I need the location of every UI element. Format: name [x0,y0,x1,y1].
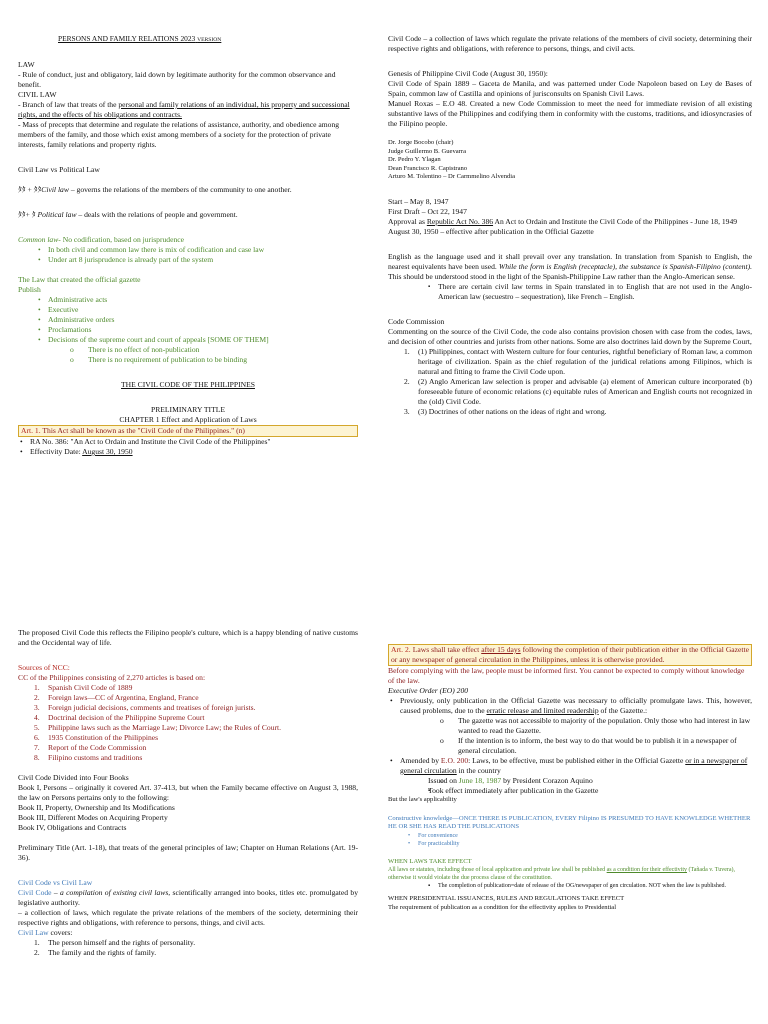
civil-law-heading: CIVIL LAW [18,90,57,99]
list-item: o There is no effect of non-publication [18,345,358,355]
bottom-left-column [18,628,358,958]
commission-members [388,139,752,182]
civil-law-def-2: - Mass of precepts that determine and regulate the relations of assistance, authority, and obedience among members of the family, and those which exist among members of a society for the protection of private interests, family relations and property rights. [18,120,340,149]
list-item: • Under art 8 jurisprudence is already part of the system [18,255,358,265]
english-language-text: English as the language used and it shall prevail over any translation. In translation from Spanish to English, the nearest equivalents have been used. While the form is English (receptacle), the substance is Spanish-Filipino (content). This should be understood stood in the light of the Spanish-Philippine Law rather than the Anglo-American sense. [388,251,752,281]
list-item: 3. Foreign judicial decisions, comments and treatises of foreign jurists. [34,703,256,712]
preliminary-title: PRELIMINARY TITLE [150,405,226,414]
requirement-text: The requirement of publication as a condition for the effectivity applies to Presidential [388,903,617,911]
approval-line: Approval as Republic Act No. 386 An Act to Ordain and Institute the Civil Code of the Philippines - June 18, 1949 [388,216,738,226]
publish-label: Publish [18,285,41,294]
book-item: Book IV, Obligations and Contracts [18,823,127,832]
effective-line: August 30, 1950 – effective after publication in the Official Gazette [388,226,594,236]
list-item: 4. Doctrinal decision of the Philippine Supreme Court [34,713,205,722]
top-left-column [18,34,358,457]
civil-code-vs-civil-law-heading: Civil Code vs Civil Law [18,878,93,887]
list-item: ▪ There are certain civil law terms in Spain translated in to English that are not used in the Anglo-American law (secuestro – sequestration), like French – English. [388,282,752,302]
civil-code-definition: Civil Code – a collection of laws which regulate the private relations of the members of civil society, determining their respective rights and obligations, with reference to persons, things, and civil acts. [388,34,752,53]
list-item: • Decisions of the supreme court and court of appeals [SOME OF THEM] [18,335,358,345]
list-item: Dr. Pedro Y. Ylagan [388,156,441,163]
genesis-text: Civil Code of Spain 1889 – Gaceta de Manila, and was patterned under Code Napoleon based on Ley de Bases of Spain, common law of Castilla and opinions of jurisconsults on Spanish Civil Laws. [388,79,752,98]
civil-law-def-1: - Branch of law that treats of the personal and family relations of an individual, his property and successional rights, and the effects of his obligations and contracts. [18,100,350,119]
list-item: 6. 1935 Constitution of the Philippines [34,733,159,742]
civil-code-def-2: – a collection of laws, which regulate the private relations of the members of the society, determining their respective rights and obligations, with reference to persons, things, and civil acts. [18,908,358,927]
list-item: • RA No. 386: "An Act to Ordain and Institute the Civil Code of the Philippines" [18,437,358,447]
list-item: o The gazette was not accessible to majority of the population. Only those who had interest in law wanted to read the Gazette. [388,716,752,736]
list-item: 3. (3) Doctrines of other nations on the ideas of right and wrong. [404,406,607,416]
document-title: PERSONS AND FAMILY RELATIONS 2023 VERSION [58,34,222,43]
list-item: 1. Spanish Civil Code of 1889 [34,683,133,692]
applicability-text: But the law's applicability [388,796,457,803]
covers-list [18,938,358,958]
list-item: 2. The family and the rights of family. [34,948,157,957]
list-item: • For convenience [388,832,752,840]
preliminary-title-text: Preliminary Title (Art. 1-18), that treats of the general principles of law; Chapter on Human Relations (Art. 19- 36). [18,843,358,862]
list-item: • Executive [18,305,358,315]
chapter-title: CHAPTER 1 Effect and Application of Laws [119,415,257,424]
civil-law-line: ﾀﾀ + ﾀﾀCivil law – governs the relations of the members of the community to one another. [18,185,292,194]
list-item: • In both civil and common law there is mix of codification and case law [18,245,358,255]
completion-list [388,882,752,890]
list-item: o If the intention is to inform, the best way to do that would be to publish it in a newspaper of general circulation. [388,736,752,756]
book-1-text: Book I, Persons – originally it covered Art. 37-413, but when the Family became effective on August 3, 1988, the law on Persons pertains only to the following: [18,783,358,802]
list-item: • For practicability [388,840,752,848]
list-item: ▪ Took effect immediately after publication in the Gazette [388,786,752,796]
list-item: • Proclamations [18,325,358,335]
list-item: Dr. Jorge Bocobo (chair) [388,139,454,146]
list-item: • Previously, only publication in the Official Gazette was necessary to officially promulgate laws. This, however, caused problems, due to the erratic release and limited readership of the Gazette.: [388,696,752,716]
list-item: 7. Report of the Code Commission [34,743,147,752]
publish-list [18,295,358,365]
eo200-list [388,696,752,796]
proposed-civil-code-text: The proposed Civil Code this reflects the Filipino people's culture, which is a happy blending of native customs and the Occidental way of life. [18,628,358,647]
genesis-heading: Genesis of Philippine Civil Code (August 30, 1950): [388,69,548,78]
common-law-list [18,245,358,265]
code-commission-text: Commenting on the source of the Civil Code, the code also contains provision chosen with case from the codes, laws, and decision of other countries and jurists from other nations. Some are also doctrines laid down by the Supreme Court, [388,326,752,346]
bottom-right-column [388,644,752,912]
list-item: Dean Francisco R. Capistrano [388,164,468,172]
eo200-heading: Executive Order (EO) 200 [388,686,469,695]
list-item: ▪ The completion of publication=date of release of the OG/newspaper of gen circulation. NOT when the law is published. [388,882,752,890]
book-item: Book II, Property, Ownership and Its Modifications [18,803,175,812]
before-complying-text: Before complying with the law, people must be informed first. You cannot be expected to comply without knowledge of the law. [388,666,745,685]
start-date: Start – May 8, 1947 [388,196,449,206]
list-item: • Administrative orders [18,315,358,325]
list-item: 1. The person himself and the rights of personality. [34,938,196,947]
sources-heading: Sources of NCC: [18,663,70,672]
law-heading: LAW [18,60,35,69]
law-definition: - Rule of conduct, just and obligatory, laid down by legitimate authority for the common observance and benefit. [18,70,336,89]
gazette-heading: The Law that created the official gazette [18,275,141,284]
when-laws-take-effect-heading: WHEN LAWS TAKE EFFECT [388,857,472,865]
article-1-list [18,437,358,457]
civil-vs-political-heading: Civil Law vs Political Law [18,165,100,174]
constructive-knowledge-text: Constructive knowledge—ONCE THERE IS PUBLICATION, EVERY Filipino IS PRESUMED TO HAVE KNOWLEDGE WHETHER HE OR SHE HAS READ THE PUBLICATIONS [388,814,751,830]
list-item: Arturo M. Tolentino – Dr Carmmelino Alvendia [388,173,516,180]
civil-code-def-1: Civil Code – a compilation of existing civil laws, scientifically arranged into books, titles etc. promulgated by legislative authority. [18,888,358,907]
presidential-issuances-heading: WHEN PRESIDENTIAL ISSUANCES, RULES AND REGULATIONS TAKE EFFECT [388,895,625,902]
list-item: o Issued on June 18, 1987 by President Corazon Aquino [388,776,752,786]
when-laws-text: All laws or statutes, including those of local application and private law shall be published as a condition for their effectivity (Tañada v. Tuvera), otherwise it would violate the due process clause of the constitution. [388,867,736,881]
list-item: • Administrative acts [18,295,358,305]
constructive-list [388,832,752,848]
list-item: 2. (2) Anglo American law selection is proper and advisable (a) element of American culture incorporated (b) foreseeable future of economic relations (c) equitable rules of American and English courts not recognized in the (old) Civil Code. [404,376,752,406]
list-item: 8. Filipino customs and traditions [34,753,143,762]
book-item: Book III, Different Modes on Acquiring Property [18,813,168,822]
list-item: 1. (1) Philippines, contact with Western culture for four centuries, rightful beneficiary of Roman law, a common heritage of civilization. Spain as the chief regulation of the juridical relations among Filipinos, which is natural and fitting to frame the Civil Code upon. [404,346,752,376]
sources-intro: CC of the Philippines consisting of 2,270 articles is based on: [18,673,206,682]
code-commission-heading: Code Commission [388,316,445,326]
list-item: 2. Foreign laws—CC of Argentina, England, France [34,693,199,702]
top-right-column [388,34,752,417]
list-item: Judge Guillermo B. Guevarra [388,147,467,155]
article-1-box: Art. 1. This Act shall be known as the "Civil Code of the Philippines." (n) [18,425,358,437]
civil-law-covers: Civil Law covers: [18,928,73,937]
list-item: o There is no requirement of publication to be binding [18,355,358,365]
roxas-text: Manuel Roxas – E.O 48. Created a new Code Commission to meet the need for immediate revision of all existing substantive laws of the Philippines and codifying them in conformity with the customs, traditions, and idiosyncrasies of the Filipino people. [388,99,752,128]
political-law-line: ﾀﾀ+ ﾀ Political law – deals with the relations of people and government. [18,210,238,219]
sources-list [18,683,358,763]
list-item: 5. Philippine laws such as the Marriage Law; Divorce Law; the Rules of Court. [34,723,282,732]
list-item: • Effectivity Date: August 30, 1950 [18,447,358,457]
books-heading: Civil Code Divided into Four Books [18,773,129,782]
list-item: • Amended by E.O. 200: Laws, to be effective, must be published either in the Official Gazette or in a newspaper of general circulation in the country [388,756,752,776]
article-2-box: Art. 2. Laws shall take effect after 15 days following the completion of their publication either in the Official Gazette or any newspaper of general circulation in the Philippines, unless it is otherwise provided. [388,644,752,666]
first-draft-date: First Draft – Oct 22, 1947 [388,206,467,216]
code-commission-list [388,347,752,417]
english-list [388,282,752,302]
common-law-line: Common law- No codification, based on jurisprudence [18,235,184,244]
civil-code-title: THE CIVIL CODE OF THE PHILIPPINES [121,380,255,389]
